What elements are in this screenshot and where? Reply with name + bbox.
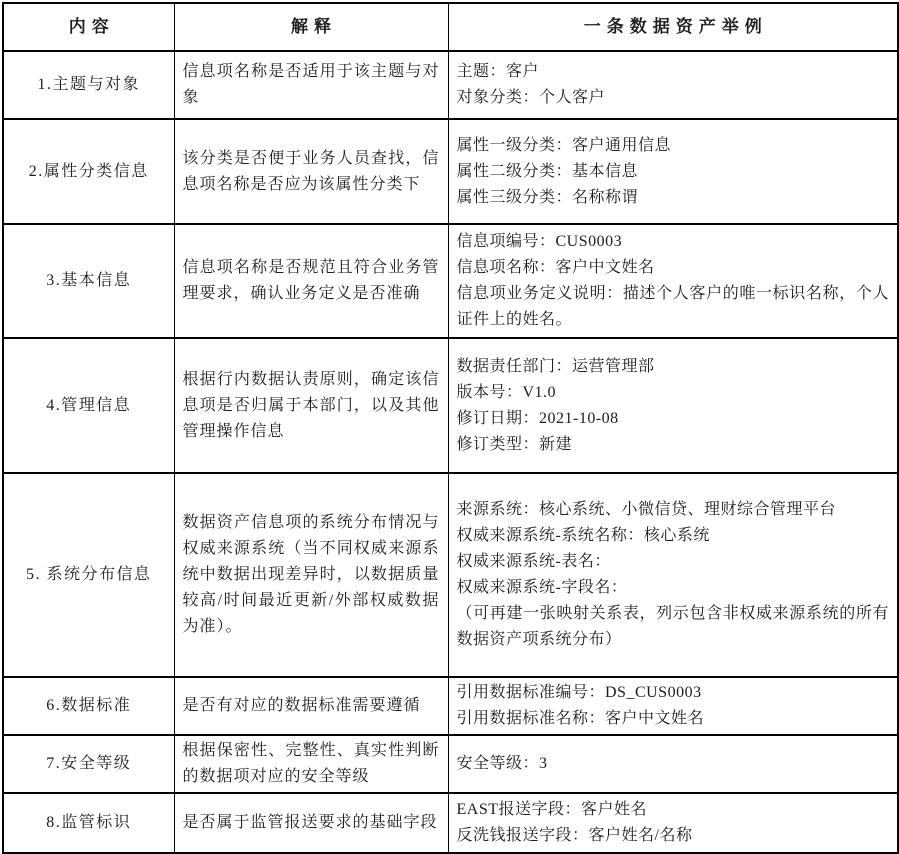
example-line: 信息项编号：CUS0003	[456, 233, 623, 250]
header-explanation: 解释	[174, 3, 448, 51]
example-cell	[448, 51, 898, 119]
table-row-basic-info	[3, 224, 898, 338]
example-line: 主题：客户	[456, 63, 540, 80]
example-line: 属性二级分类：基本信息	[456, 162, 639, 180]
content-cell: 8.监管标识	[3, 793, 174, 853]
example-cell	[448, 473, 898, 677]
example-cell	[448, 119, 898, 224]
example-line: 版本号：V1.0	[456, 383, 557, 401]
explanation-cell: 信息项名称是否适用于该主题与对象	[174, 51, 448, 119]
example-line: 对象分类：个人客户	[456, 89, 606, 106]
example-line: 数据责任部门：运营管理部	[456, 357, 655, 375]
example-cell	[448, 224, 898, 338]
table-row-topic-object	[3, 51, 898, 119]
header-example: 一条数据资产举例	[448, 3, 898, 51]
example-line: 安全等级：3	[456, 755, 548, 772]
content-cell: 1.主题与对象	[3, 51, 174, 119]
example-line: 来源系统：核心系统、小微信贷、理财综合管理平台	[456, 501, 837, 518]
content-cell: 5. 系统分布信息	[3, 473, 174, 677]
example-line: 属性三级分类：名称称谓	[456, 188, 639, 206]
example-line: 反洗钱报送字段：客户姓名/名称	[456, 827, 693, 844]
explanation-cell: 信息项名称是否规范且符合业务管理要求，确认业务定义是否准确	[174, 224, 448, 338]
example-cell	[448, 677, 898, 735]
example-line: 属性一级分类：客户通用信息	[456, 136, 672, 154]
example-cell	[448, 735, 898, 793]
example-line: 权威来源系统-系统名称：核心系统	[456, 527, 710, 544]
example-line: 修订类型：新建	[456, 435, 573, 453]
example-line: 引用数据标准名称：客户中文姓名	[456, 710, 705, 727]
example-cell	[448, 338, 898, 473]
table-row-attribute-classification	[3, 119, 898, 224]
table-row-data-standard	[3, 677, 898, 735]
table-row-management-info	[3, 338, 898, 473]
explanation-cell: 根据保密性、完整性、真实性判断的数据项对应的安全等级	[174, 735, 448, 793]
explanation-cell: 数据资产信息项的系统分布情况与权威来源系统（当不同权威来源系统中数据出现差异时，以数据质量较高/时间最近更新/外部权威数据为准）。	[174, 473, 448, 677]
table-row-security-level	[3, 735, 898, 793]
example-line: 引用数据标准编号：DS_CUS0003	[456, 684, 702, 701]
content-cell: 4.管理信息	[3, 338, 174, 473]
table-row-system-distribution	[3, 473, 898, 677]
content-cell: 2.属性分类信息	[3, 119, 174, 224]
content-cell: 7.安全等级	[3, 735, 174, 793]
header-content: 内容	[3, 3, 174, 51]
example-cell	[448, 793, 898, 853]
example-line: EAST报送字段：客户姓名	[456, 801, 648, 818]
example-line: 信息项业务定义说明：描述个人客户的唯一标识名称，个人证件上的姓名。	[456, 285, 889, 328]
example-line: （可再建一张映射关系表，列示包含非权威来源系统的所有数据资产项系统分布）	[456, 605, 889, 648]
example-line: 信息项名称：客户中文姓名	[456, 259, 655, 276]
content-cell: 3.基本信息	[3, 224, 174, 338]
table-row-regulatory-flag	[3, 793, 898, 853]
example-line: 权威来源系统-字段名：	[456, 579, 628, 596]
explanation-cell: 该分类是否便于业务人员查找，信息项名称是否应为该属性分类下	[174, 119, 448, 224]
example-line: 权威来源系统-表名：	[456, 553, 611, 570]
example-line: 修订日期：2021-10-08	[456, 409, 619, 427]
data-asset-table	[2, 2, 899, 854]
content-cell: 6.数据标准	[3, 677, 174, 735]
header-row	[3, 3, 898, 51]
explanation-cell: 是否有对应的数据标准需要遵循	[174, 677, 448, 735]
explanation-cell: 是否属于监管报送要求的基础字段	[174, 793, 448, 853]
explanation-cell: 根据行内数据认责原则，确定该信息项是否归属于本部门，以及其他管理操作信息	[174, 338, 448, 473]
